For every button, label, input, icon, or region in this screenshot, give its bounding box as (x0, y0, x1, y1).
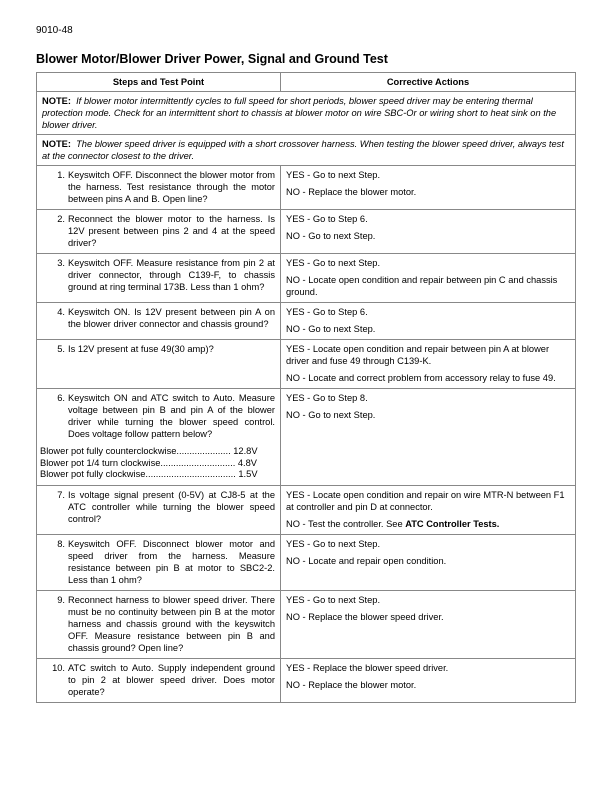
step-text: Keyswitch ON and ATC switch to Auto. Measure voltage between pin B and pin A of the blower driver while turning the blower speed control. Does voltage follow pattern below? (68, 393, 275, 439)
action-yes: YES - Go to next Step. (286, 170, 381, 180)
table-row (37, 389, 576, 486)
header-actions: Corrective Actions (281, 73, 576, 92)
action-no: NO - Replace the blower motor. (286, 187, 417, 197)
step-number: 6. (57, 393, 65, 403)
table-row (37, 303, 576, 340)
step-text: Keyswitch ON. Is 12V present between pin A on the blower driver connector and chassis ground? (68, 307, 275, 329)
step-text: Keyswitch OFF. Measure resistance from pin 2 at driver connector, through C139-F, to chassis ground at ring terminal 173B. Less than 1 ohm? (68, 258, 275, 292)
action-no: NO - Replace the blower motor. (286, 679, 417, 690)
pot-line-quarter: Blower pot 1/4 turn clockwise............................. 4.8V (40, 457, 258, 468)
voltage-pattern (40, 446, 275, 481)
pot-line-ccw: Blower pot fully counterclockwise..................... 12.8V (40, 446, 258, 456)
step-number: 1. (57, 170, 65, 180)
action-no: NO - Go to next Step. (286, 231, 376, 241)
note-thermal: NOTE: If blower motor intermittently cycles to full speed for short periods, blower speed driver may be entering thermal protection mode. Check for an intermittent short to chassis at blower motor on wire SBC-Or or wiring short to heat sink on the blower driver. (37, 92, 576, 135)
action-yes: YES - Go to Step 8. (286, 393, 368, 403)
action-yes: YES - Go to next Step. (286, 538, 381, 549)
step-number: 9. (57, 594, 65, 605)
step-number: 2. (57, 214, 65, 224)
step-number: 3. (57, 258, 65, 268)
step-text: Keyswitch OFF. Disconnect blower motor and speed driver from the harness. Measure resistance between pin B at motor to SBC2-2. Less than 1 ohm? (68, 538, 275, 585)
step-number: 7. (57, 489, 65, 500)
action-no: NO - Locate and correct problem from accessory relay to fuse 49. (286, 373, 556, 383)
header-steps: Steps and Test Point (37, 73, 281, 92)
action-no: NO - Locate open condition and repair between pin C and chassis ground. (286, 275, 558, 297)
action-yes: YES - Locate open condition and repair between pin A at blower driver and fuse 49 through C139-K. (286, 344, 550, 366)
step-number: 4. (57, 307, 65, 317)
controller-tests-reference: ATC Controller Tests. (405, 518, 500, 529)
test-table (36, 72, 576, 703)
page-number: 9010-48 (36, 25, 73, 36)
table-row (37, 658, 576, 702)
step-text: Is voltage signal present (0-5V) at CJ8-5 at the ATC controller while turning the blower speed control? (68, 489, 275, 524)
action-no: NO - Test the controller. See ATC Controller Tests. (286, 518, 500, 529)
step-text: Keyswitch OFF. Disconnect the blower motor from the harness. Test resistance through the motor between pins A and B. Open line? (68, 170, 275, 204)
step-text: Reconnect the blower motor to the harness. Is 12V present between pins 2 and 4 at the speed driver? (68, 214, 275, 248)
table-row (37, 340, 576, 389)
action-no: NO - Replace the blower speed driver. (286, 611, 444, 622)
action-no: NO - Locate and repair open condition. (286, 555, 447, 566)
action-yes: YES - Go to next Step. (286, 594, 381, 605)
action-no: NO - Go to next Step. (286, 410, 376, 420)
note-crossover: NOTE: The blower speed driver is equipped with a short crossover harness. When testing the blower speed driver, always test at the connector closest to the driver. (37, 135, 576, 166)
action-yes: YES - Go to next Step. (286, 258, 381, 268)
step-number: 8. (57, 538, 65, 549)
table-row (37, 485, 576, 534)
step-text: Is 12V present at fuse 49(30 amp)? (68, 344, 214, 354)
action-yes: YES - Locate open condition and repair on wire MTR-N between F1 at controller and pin D at connector. (286, 489, 565, 512)
table-row (37, 210, 576, 254)
table-row (37, 534, 576, 590)
step-number: 5. (57, 344, 65, 354)
table-row (37, 590, 576, 658)
action-yes: YES - Go to Step 6. (286, 214, 368, 224)
table-header-row (37, 73, 576, 92)
step-number: 10. (52, 662, 65, 673)
action-yes: YES - Replace the blower speed driver. (286, 662, 449, 673)
pot-line-cw: Blower pot fully clockwise................................... 1.5V (40, 469, 258, 479)
page-title: Blower Motor/Blower Driver Power, Signal and Ground Test (36, 52, 388, 66)
step-text: ATC switch to Auto. Supply independent ground to pin 2 at blower speed driver. Does motor operate? (68, 662, 275, 697)
table-row (37, 254, 576, 303)
table-row (37, 166, 576, 210)
action-yes: YES - Go to Step 6. (286, 307, 368, 317)
action-no: NO - Go to next Step. (286, 324, 376, 334)
step-text: Reconnect harness to blower speed driver. There must be no continuity between pin B at the motor harness and chassis ground with the keyswitch OFF. Measure resistance between pin B and chassis ground? Open line? (68, 594, 275, 653)
